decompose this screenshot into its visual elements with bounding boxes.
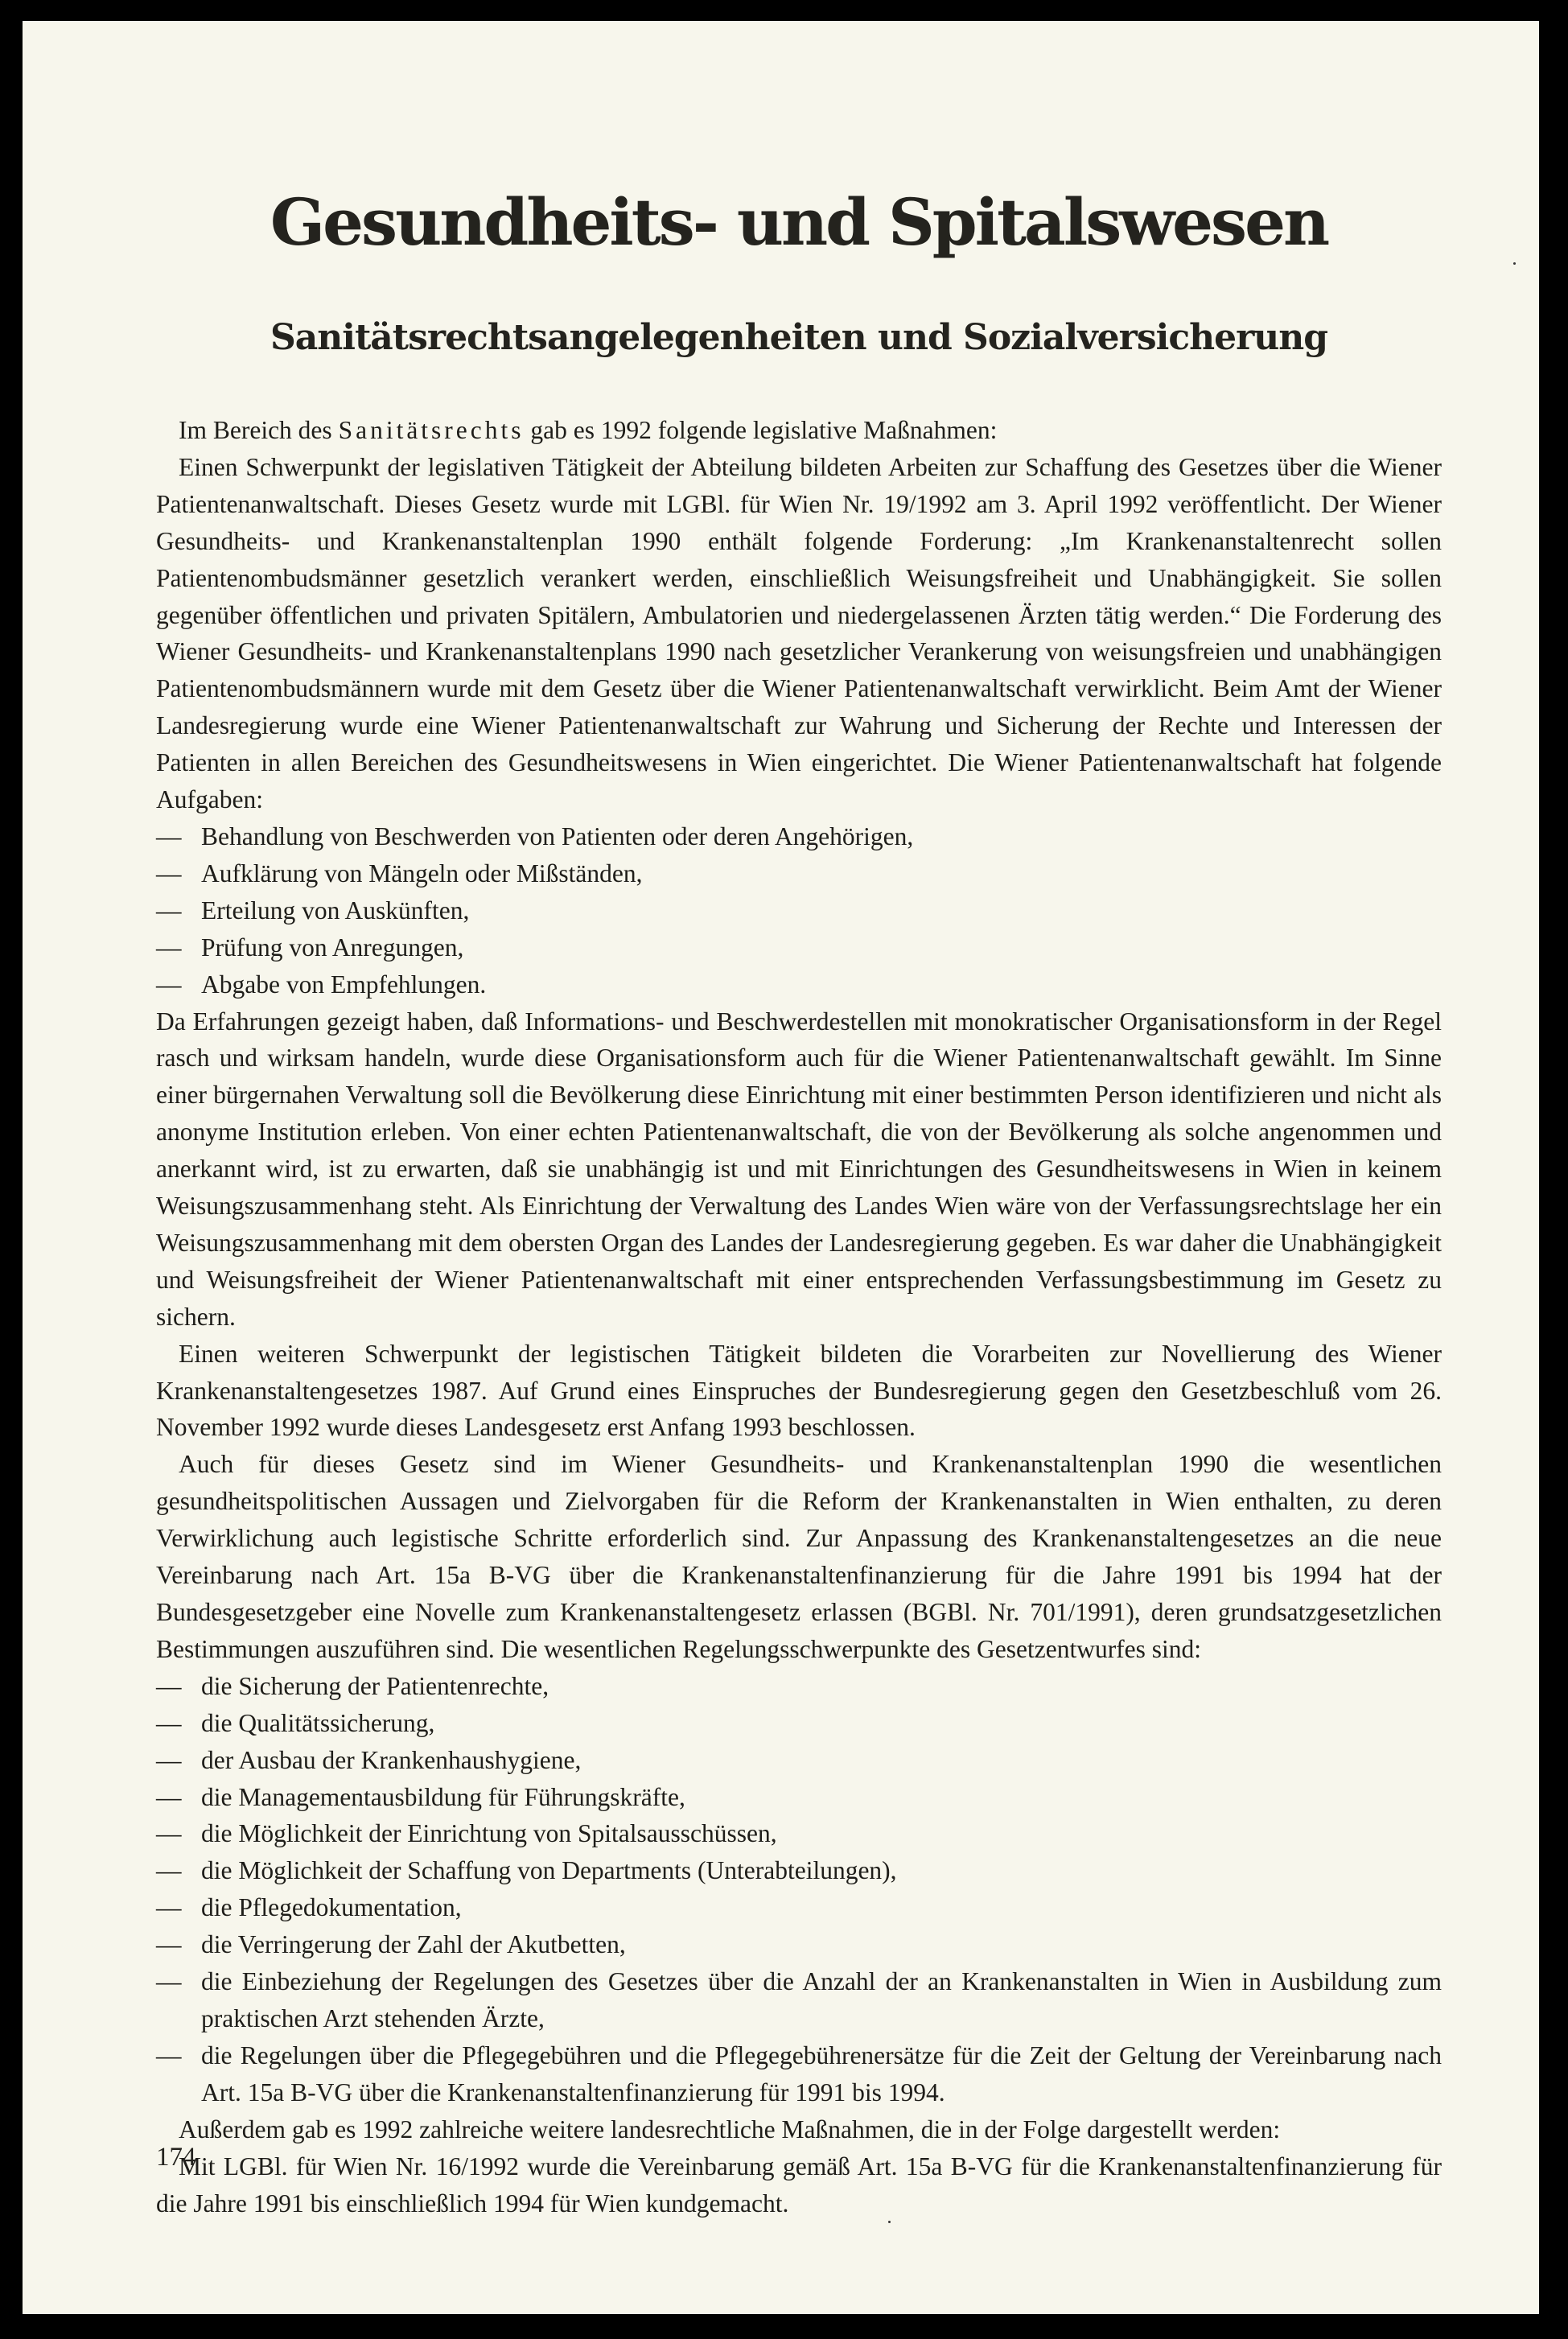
list-item: — die Möglichkeit der Schaffung von Departments (Unterabteilungen), (156, 1852, 1442, 1889)
intro-text-end: gab es 1992 folgende legislative Maßnahmen: (524, 416, 998, 444)
list-item: — die Pflegedokumentation, (156, 1889, 1442, 1926)
list-item: — die Managementausbildung für Führungskräfte, (156, 1779, 1442, 1816)
intro-spaced-term: Sanitätsrechts (338, 416, 525, 444)
list-item: — Aufklärung von Mängeln oder Mißständen, (156, 855, 1442, 892)
task-list (156, 818, 1442, 1003)
list-item: — Prüfung von Anregungen, (156, 929, 1442, 966)
list-item: — Abgabe von Empfehlungen. (156, 966, 1442, 1003)
paragraph-patientenanwaltschaft: Einen Schwerpunkt der legislativen Tätigkeit der Abteilung bildeten Arbeiten zur Schaffung des Gesetzes über die Wiener Patientenanwaltschaft. Dieses Gesetz wurde mit LGBl. für Wien Nr. 19/1992 am 3. April 1992 veröffentlicht. Der Wiener Gesundheits- und Krankenanstaltenplan 1990 enthält folgende Forderung: „Im Krankenanstaltenrecht sollen Patientenombudsmänner gesetzlich verankert werden, einschließlich Weisungsfreiheit und Unabhängigkeit. Sie sollen gegenüber öffentlichen und privaten Spitälern, Ambulatorien und niedergelassenen Ärzten tätig werden.“ Die Forderung des Wiener Gesundheits- und Krankenanstaltenplans 1990 nach gesetzlicher Verankerung von weisungsfreien und unabhängigen Patientenombudsmännern wurde mit dem Gesetz über die Wiener Patientenanwaltschaft verwirklicht. Beim Amt der Wiener Landesregierung wurde eine Wiener Patientenanwaltschaft zur Wahrung und Sicherung der Rechte und Interessen der Patienten in allen Bereichen des Gesundheitswesens in Wien eingerichtet. Die Wiener Patientenanwaltschaft hat folgende Aufgaben: (156, 452, 1442, 814)
scan-speck (1513, 262, 1516, 265)
list-item: — die Sicherung der Patientenrechte, (156, 1668, 1442, 1705)
body-text (156, 412, 1442, 2222)
focus-list (156, 1668, 1442, 2111)
intro-text: Im Bereich des (179, 416, 339, 444)
page-number: 174 (156, 2143, 196, 2172)
paragraph-reform: Auch für dieses Gesetz sind im Wiener Gesundheits- und Krankenanstaltenplan 1990 die wesentlichen gesundheitspolitischen Aussagen und Zielvorgaben für die Reform der Krankenanstalten in Wien enthalten, zu deren Verwirklichung auch legistische Schritte erforderlich sind. Zur Anpassung des Krankenanstaltengesetzes an die neue Vereinbarung nach Art. 15a B-VG über die Krankenanstaltenfinanzierung für die Jahre 1991 bis 1994 hat der Bundesgesetzgeber eine Novelle zum Krankenanstaltengesetz erlassen (BGBl. Nr. 701/1991), deren grundsatzgesetzlichen Bestimmungen auszuführen sind. Die wesentlichen Regelungsschwerpunkte des Gesetzentwurfes sind: (156, 1450, 1442, 1663)
list-item: — die Möglichkeit der Einrichtung von Spitalsausschüssen, (156, 1815, 1442, 1852)
page-title: Gesundheits- und Spitalswesen (270, 184, 1328, 260)
paragraph-organisationsform: Da Erfahrungen gezeigt haben, daß Informations- und Beschwerdestellen mit monokratischer Organisationsform in der Regel rasch und wirksam handeln, wurde diese Organisationsform auch für die Wiener Patientenanwaltschaft gewählt. Im Sinne einer bürgernahen Verwaltung soll die Bevölkerung diese Einrichtung mit einer bestimmten Person identifizieren und nicht als anonyme Institution erleben. Von einer echten Patientenanwaltschaft, die von der Bevölkerung als solche angenommen und anerkannt wird, ist zu erwarten, daß sie unabhängig ist und mit Einrichtungen des Gesundheitswesens in Wien in keinem Weisungszusammenhang steht. Als Einrichtung der Verwaltung des Landes Wien wäre von der Verfassungsrechtslage her ein Weisungszusammenhang mit dem obersten Organ des Landes der Landesregierung gegeben. Es war daher die Unabhängigkeit und Weisungsfreiheit der Wiener Patientenanwaltschaft mit einer entsprechenden Verfassungsbestimmung im Gesetz zu sichern. (156, 1007, 1442, 1331)
list-item: — der Ausbau der Krankenhaushygiene, (156, 1742, 1442, 1779)
paragraph-lgbl: Mit LGBl. für Wien Nr. 16/1992 wurde die Vereinbarung gemäß Art. 15a B-VG für die Krankenanstaltenfinanzierung für die Jahre 1991 bis einschließlich 1994 für Wien kundgemacht. (156, 2152, 1442, 2218)
list-item: — Behandlung von Beschwerden von Patienten oder deren Angehörigen, (156, 818, 1442, 855)
paragraph-weitere-massnahmen: Außerdem gab es 1992 zahlreiche weitere landesrechtliche Maßnahmen, die in der Folge dargestellt werden: (179, 2115, 1281, 2143)
list-item: — die Verringerung der Zahl der Akutbetten, (156, 1926, 1442, 1963)
list-item: — Erteilung von Auskünften, (156, 892, 1442, 929)
list-item: — die Regelungen über die Pflegegebühren und die Pflegegebührenersätze für die Zeit der Geltung der Vereinbarung nach Art. 15a B-VG über die Krankenanstaltenfinanzierung für 1991 bis 1994. (156, 2037, 1442, 2111)
list-item: — die Einbeziehung der Regelungen des Gesetzes über die Anzahl der an Krankenanstalten in Wien in Ausbildung zum praktischen Arzt stehenden Ärzte, (156, 1963, 1442, 2037)
page-subtitle: Sanitätsrechtsangelegenheiten und Sozialversicherung (270, 317, 1328, 358)
paragraph-novellierung: Einen weiteren Schwerpunkt der legistischen Tätigkeit bildeten die Vorarbeiten zur Novellierung des Wiener Krankenanstaltengesetzes 1987. Auf Grund eines Einspruches der Bundesregierung gegen den Gesetzbeschluß vom 26. November 1992 wurde dieses Landesgesetz erst Anfang 1993 beschlossen. (156, 1339, 1442, 1442)
intro-paragraph (156, 412, 1442, 449)
list-item: — die Qualitätssicherung, (156, 1705, 1442, 1742)
document-page (23, 21, 1539, 2314)
